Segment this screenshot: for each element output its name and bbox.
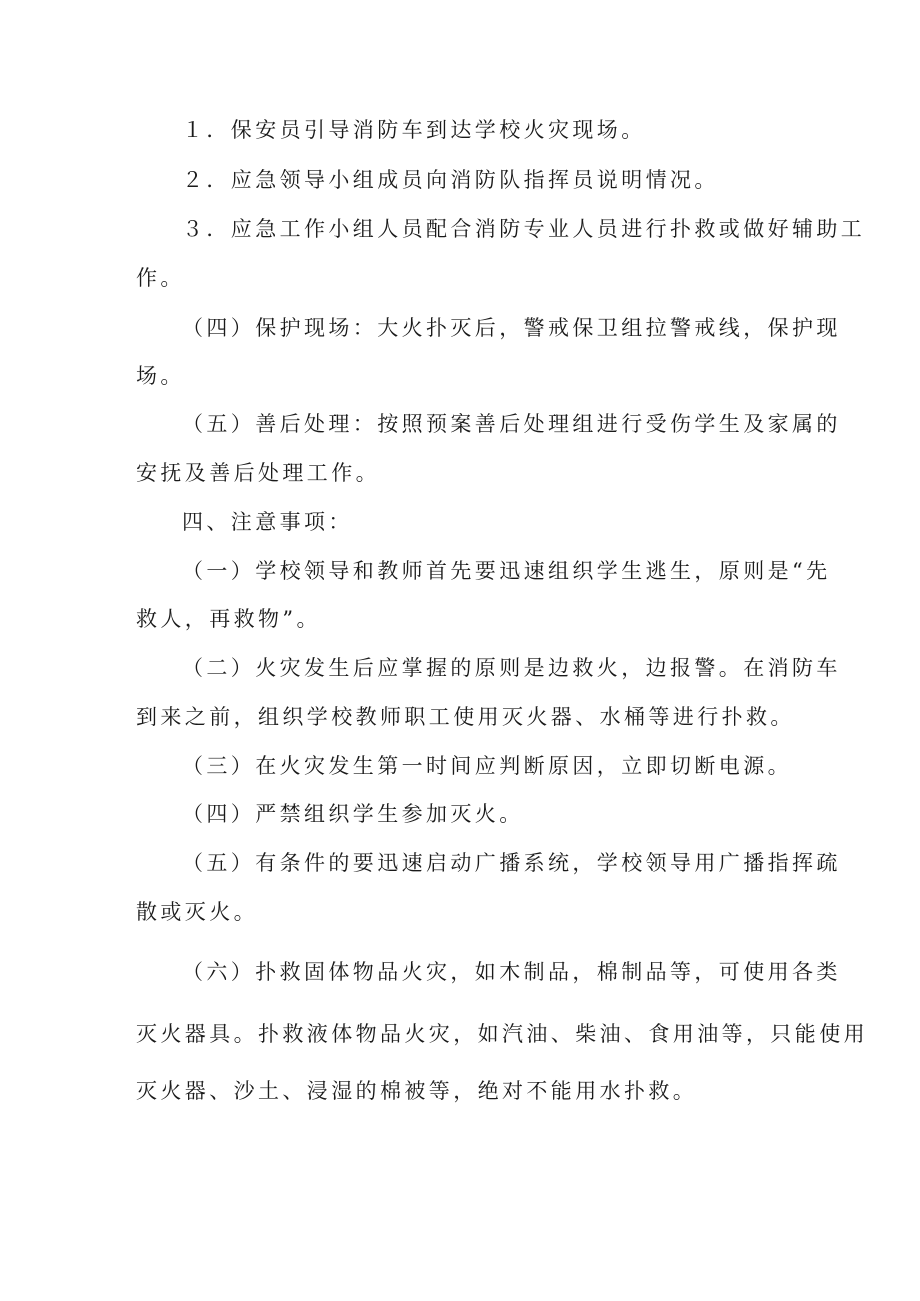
paragraph-11-line-2: 散或灭火。 [136,900,258,924]
paragraph-3-line-2: 作。 [136,266,185,290]
paragraph-12-line-2: 灭火器具。扑救液体物品火灾，如汽油、柴油、食用油等，只能使用 [136,1022,868,1046]
paragraph-1-line-1: １．保安员引导消防车到达学校火灾现场。 [182,118,646,142]
paragraph-5-line-2: 安抚及善后处理工作。 [136,461,380,485]
paragraph-7-line-2: 救人，再救物”。 [136,607,321,631]
paragraph-8-line-2: 到来之前，组织学校教师职工使用灭火器、水桶等进行扑救。 [136,705,795,729]
paragraph-11-line-1: （五）有条件的要迅速启动广播系统，学校领导用广播指挥疏 [182,851,841,875]
paragraph-9-line-1: （三）在火灾发生第一时间应判断原因，立即切断电源。 [182,754,792,778]
paragraph-12-line-3: 灭火器、沙土、浸湿的棉被等，绝对不能用水扑救。 [136,1079,698,1103]
section-heading: 四、注意事项： [182,510,353,534]
paragraph-12-line-1: （六）扑救固体物品火灾，如木制品，棉制品等，可使用各类 [182,960,841,984]
paragraph-4-line-1: （四）保护现场：大火扑灭后，警戒保卫组拉警戒线，保护现 [182,316,841,340]
paragraph-10-line-1: （四）严禁组织学生参加灭火。 [182,802,524,826]
paragraph-7-line-1: （一）学校领导和教师首先要迅速组织学生逃生，原则是“先 [182,559,831,583]
paragraph-5-line-1: （五）善后处理：按照预案善后处理组进行受伤学生及家属的 [182,412,841,436]
paragraph-8-line-1: （二）火灾发生后应掌握的原则是边救火，边报警。在消防车 [182,656,841,680]
paragraph-4-line-2: 场。 [136,364,185,388]
paragraph-3-line-1: ３．应急工作小组人员配合消防专业人员进行扑救或做好辅助工 [182,217,866,241]
paragraph-2-line-1: ２．应急领导小组成员向消防队指挥员说明情况。 [182,168,719,192]
